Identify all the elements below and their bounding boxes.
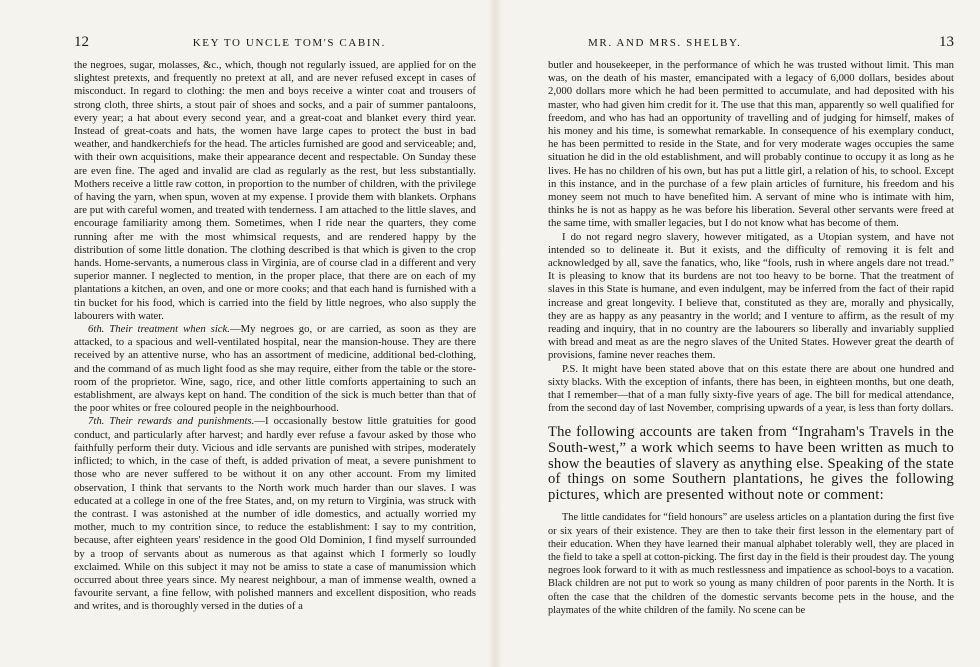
quoted-paragraph: The little candidates for “field honours” are useless articles on a plantation during the first five or six years of their existence. They are then to take their first lesson in the elementary part of their education. When they have learned their manual alphabet tolerably well, they are placed in the field to take a spell at cotton-picking. The first day in the field is their proudest day. The young negroes look forward to it with as much restlessness and impatience as school-boys to a vacation. Black children are not put to work so young as many children of poor parents in the North. It is often the case that the children of the domestic servants become pets in the house, and the playmates of the white children of the family. No scene can be [548,512,954,616]
section-heading: 7th. Their rewards and punishments. [88,415,255,428]
page-number: 12 [74,34,89,50]
paragraph-body: —I occasionally bestow little gratuities for good conduct, and particularly after harvest; and hardly ever refuse a favour asked by those who faithfully perform their duty. Vicious and idle servants are punished with stripes, moderately inflicted; to which, in the case of theft, is added privation of meat, a severe punishment to those who are never suffered to be without it on any other account. From my limited observation, I think that servants to the North work much harder than our slaves. I was educated at a college in one of the free States, and, on my return to Virginia, was struck with the contrast. I was astonished at the number of idle domestics, and actually worried my mother, much to my contrition since, to reduce the establishment: I say to my contrition, because, after eighteen years' residence in the good Old Dominion, I find myself surrounded by a troop of servants about as numerous as that against which I formerly so loudly exclaimed. While on this subject it may not be amiss to state a case of manumission which occurred about three years since. My nearest neighbour, a man of immense wealth, owned a favourite servant, a fine fellow, with polished manners and excellent disposition, who reads and writes, and is thoroughly versed in the duties of a [74,415,477,613]
paragraph [74,415,476,613]
page-number: 13 [939,34,954,50]
paragraph: I do not regard negro slavery, however mitigated, as a Utopian system, and have not intended so to delineate it. But it exists, and the difficulty of removing it is felt and acknowledged by all, save the fanatics, who, like “fools, rush in where angels dare not tread.” It is pleasing to know that its burdens are not too heavy to be borne. That the treatment of slaves in this State is humane, and even indulgent, may be inferred from the fact of their rapid increase and great longevity. I believe that, constituted as they are, morally and physically, they are as happy as any peasantry in the world; and I venture to affirm, as the result of my reading and inquiry, that in no country are the labourers so liberally and invariably supplied with bread and meat as are the negro slaves of the United States. However great the dearth of provisions, famine never reaches them. [548,230,954,362]
right-page-header [548,34,954,51]
paragraph [74,323,476,415]
right-page [500,0,980,667]
left-page-header [74,34,476,51]
section-heading: 6th. Their treatment when sick. [88,323,230,336]
paragraph: butler and housekeeper, in the performance of which he was trusted without limit. This man was, on the death of his master, emancipated with a legacy of 6,000 dollars, besides about 2,000 dollars more which he had been permitted to accumulate, and had deposited with his master, who had given him credit for it. The use that this man, apparently so well qualified for freedom, and who has had an opportunity of travelling and of judging for himself, makes of his money and his time, is somewhat remarkable. In consequence of his exemplary conduct, he has been permitted to reside in the State, and for very moderate wages occupies the same situation he did in the old establishment, and will probably continue to occupy it as long as he lives. He has no children of his own, but has put a little girl, a relation of his, to school. Except in this instance, and in the purchase of a few plain articles of furniture, his freedom and his money seem not much to have benefited him. A servant of mine who is intimate with him, thinks he is not as happy as he was before his liberation. Several other servants were freed at the same time, with smaller legacies, but I do not know what has become of them. [548,59,954,230]
paragraph: the negroes, sugar, molasses, &c., which, though not regularly issued, are applied for on the slightest pretexts, and frequently no pretext at all, and are never refused except in cases of misconduct. In regard to clothing: the men and boys receive a winter coat and trousers of strong cloth, three shirts, a stout pair of shoes and socks, and a pair of summer pantaloons, every year; a hat about every second year, and a great-coat and blanket every third year. Instead of great-coats and hats, the women have large capes to protect the bust in bad weather, and handkerchiefs for the head. The articles furnished are good and serviceable; and, with their own acquisitions, make their appearance decent and respectable. On Sunday these are even fine. The aged and invalid are clad as regularly as the rest, but less substantially. Mothers receive a little raw cotton, in proportion to the number of children, with the privilege of having the yarn, when spun, woven at my expense. I provide them with blankets. Orphans are put with careful women, and treated with tenderness. I am attached to the little slaves, and encourage familiarity among them. Sometimes, when I ride near the quarters, they come running after me with the most whimsical requests, and are rendered happy by the distribution of some little donation. The clothing described is that which is given to the crop hands. Home-servants, a numerous class in Virginia, are of course clad in a different and very superior manner. I neglected to mention, in the proper place, that there are on each of my plantations a kitchen, an oven, and one or more cooks; and that each hand is furnished with a tin bucket for his food, which is carried into the field by little negroes, who also supply the labourers with water. [74,59,476,322]
running-title: KEY TO UNCLE TOM'S CABIN. [192,37,386,49]
intro-paragraph: The following accounts are taken from “Ingraham's Travels in the South-west,” a work which seems to have been written as much to show the beauties of slavery as anything else. Speaking of the state of things on some Southern plantations, he gives the following pictures, which are presented without note or comment: [548,424,954,503]
paragraph-body: —My negroes go, or are carried, as soon as they are attacked, to a spacious and well-ventilated hospital, near the mansion-house. They are there received by an attentive nurse, who has an assortment of medicine, additional bed-clothing, and the command of as much light food as she may require, either from the table or the store-room of the proprietor. Wine, sago, rice, and other little comforts appertaining to such an establishment, are always kept on hand. The condition of the sick is much better than that of the poor whites or free coloured people in the neighbourhood. [74,323,476,415]
paragraph: P.S. It might have been stated above that on this estate there are about one hundred and sixty blacks. With the exception of infants, there has been, in eighteen months, but one death, that I remember—that of a man fully sixty-five years of age. The bill for medical attendance, from the second day of last November, comprising upwards of a year, is less than forty dollars. [548,362,954,415]
running-title: MR. AND MRS. SHELBY. [588,37,742,49]
